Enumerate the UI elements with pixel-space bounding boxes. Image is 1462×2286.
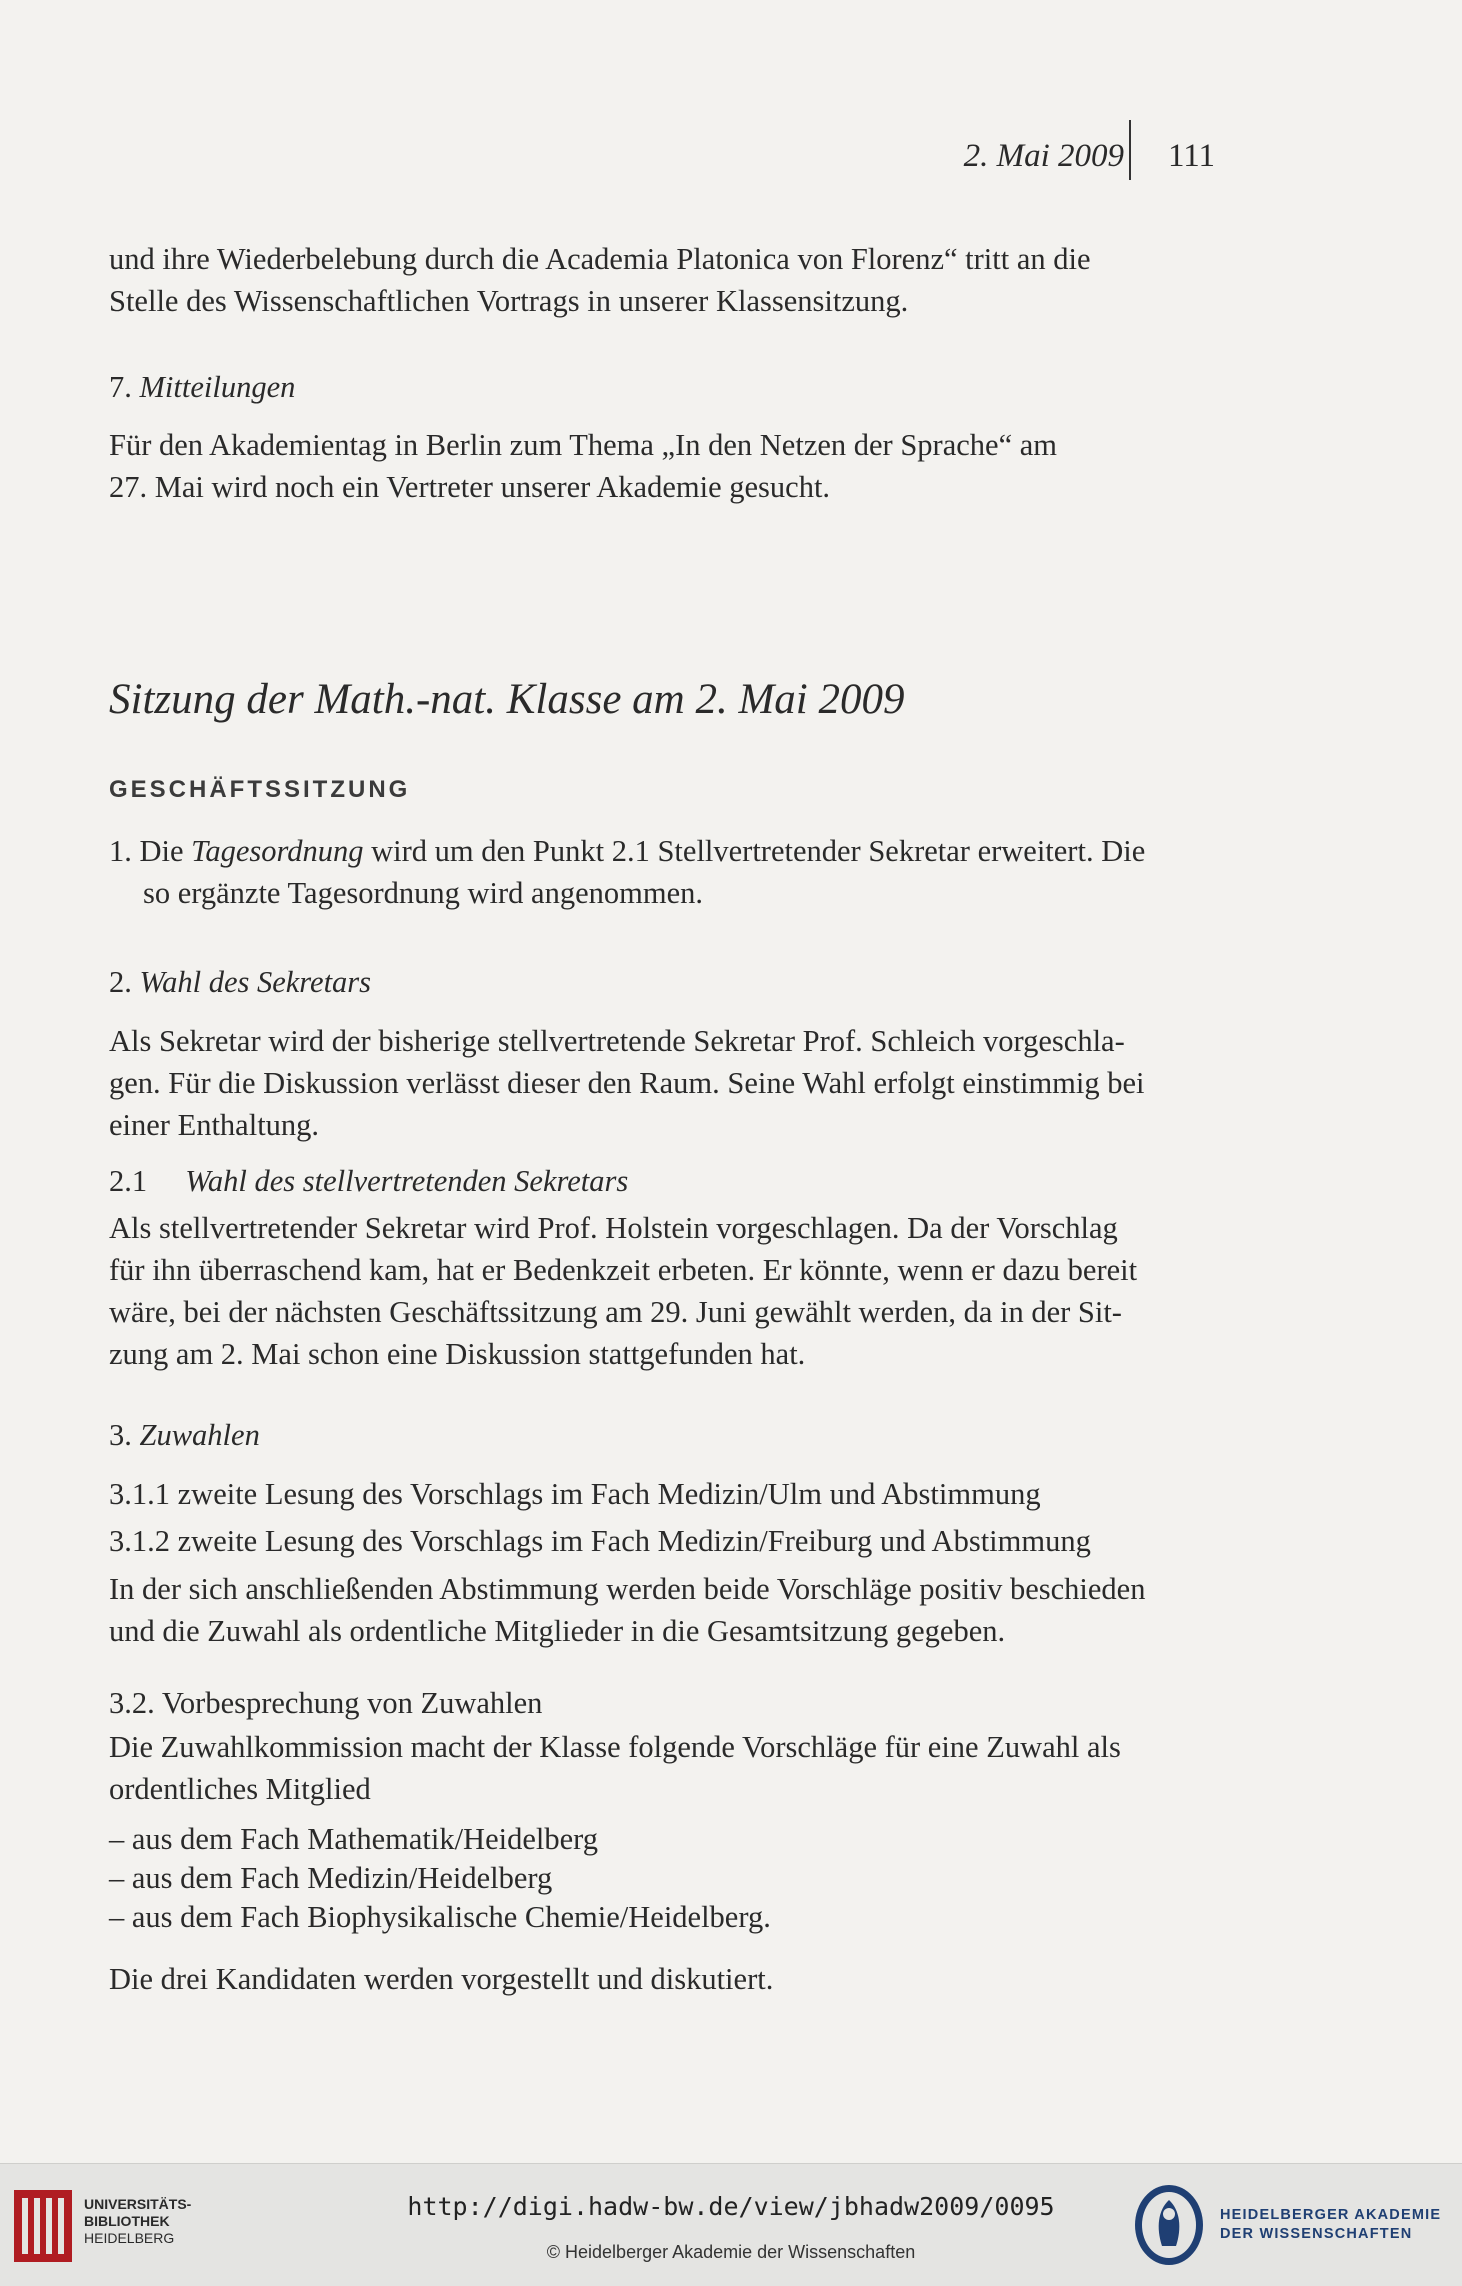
s2-heading — [109, 961, 1215, 1003]
hadw-line-1: HEIDELBERGER AKADEMIE — [1220, 2207, 1442, 2223]
s21-line-2: für ihn überraschend kam, hat er Bedenkzeit erbeten. Er könnte, wenn er dazu bereit — [109, 1253, 1138, 1287]
s32-list-item: – aus dem Fach Mathematik/Heidelberg — [109, 1822, 598, 1856]
s1-line-1-rest: wird um den Punkt 2.1 Stellvertretender Sekretar erweitert. Die — [371, 834, 1146, 868]
s32-line-2: ordentliches Mitglied — [109, 1772, 371, 1806]
page-number: 111 — [1168, 138, 1216, 174]
s3-line-2: und die Zuwahl als ordentliche Mitglieder in die Gesamtsitzung gegeben. — [109, 1614, 1006, 1648]
running-head-divider — [1129, 120, 1131, 180]
s21-heading — [109, 1160, 1215, 1202]
s3-heading — [109, 1414, 1215, 1456]
footer-bar — [0, 2163, 1462, 2286]
s3-number: 3. — [109, 1418, 132, 1452]
s3-line-1: In der sich anschließenden Abstimmung werden beide Vorschläge positiv beschieden — [109, 1572, 1146, 1606]
hadw-logo-text — [1220, 2206, 1441, 2244]
s2-number: 2. — [109, 965, 132, 999]
s3-title: Zuwahlen — [139, 1418, 260, 1452]
s21-line-4: zung am 2. Mai schon eine Diskussion stattgefunden hat. — [109, 1337, 806, 1371]
s21-line-1: Als stellvertretender Sekretar wird Prof. Holstein vorgeschlagen. Da der Vorschlag — [109, 1211, 1118, 1245]
permalink-url[interactable]: http://digi.hadw-bw.de/view/jbhadw2009/0095 — [407, 2192, 1055, 2221]
s32-list-item: – aus dem Fach Medizin/Heidelberg — [109, 1861, 553, 1895]
s32-closing: Die drei Kandidaten werden vorgestellt und diskutiert. — [109, 1962, 774, 1996]
item-7-line-2: 27. Mai wird noch ein Vertreter unserer Akademie gesucht. — [109, 470, 831, 504]
item-7-title: Mitteilungen — [139, 370, 296, 404]
s3-paragraph — [109, 1568, 1215, 1652]
intro-paragraph — [109, 238, 1215, 322]
section-heading: Sitzung der Math.-nat. Klasse am 2. Mai 2009 — [109, 676, 905, 723]
intro-line-1: und ihre Wiederbelebung durch die Academia Platonica von Florenz“ tritt an die — [109, 242, 1091, 276]
ub-line-1: UNIVERSITÄTS- — [84, 2196, 192, 2212]
s21-paragraph — [109, 1207, 1215, 1375]
hadw-line-2: DER WISSENSCHAFTEN — [1220, 2226, 1413, 2242]
s1-line-1-start: 1. Die — [109, 834, 184, 868]
running-head-date: 2. Mai 2009 — [963, 138, 1124, 174]
s312-line: 3.1.2 zweite Lesung des Vorschlags im Fach Medizin/Freiburg und Abstimmung — [109, 1524, 1091, 1558]
s32-heading: 3.2. Vorbesprechung von Zuwahlen — [109, 1686, 543, 1720]
item-7-line-1: Für den Akademientag in Berlin zum Thema „In den Netzen der Sprache“ am — [109, 428, 1057, 462]
s32-paragraph — [109, 1726, 1215, 1810]
s32-list-item: – aus dem Fach Biophysikalische Chemie/Heidelberg. — [109, 1900, 771, 1934]
item-7-paragraph — [109, 424, 1215, 508]
s1-paragraph — [109, 830, 1215, 914]
item-7-number: 7. — [109, 370, 132, 404]
intro-line-2: Stelle des Wissenschaftlichen Vortrags in unserer Klassensitzung. — [109, 284, 909, 318]
s21-number: 2.1 — [109, 1164, 148, 1198]
ub-line-2: BIBLIOTHEK — [84, 2213, 170, 2229]
s1-line-1-italic: Tagesordnung — [191, 834, 364, 868]
s2-title: Wahl des Sekretars — [139, 965, 372, 999]
s2-paragraph — [109, 1020, 1215, 1146]
s21-title: Wahl des stellvertretenden Sekretars — [185, 1164, 629, 1198]
s32-line-1: Die Zuwahlkommission macht der Klasse folgende Vorschläge für eine Zuwahl als — [109, 1730, 1121, 1764]
item-7-heading — [109, 366, 1215, 408]
s2-line-1: Als Sekretar wird der bisherige stellvertretende Sekretar Prof. Schleich vorgeschla- — [109, 1024, 1125, 1058]
s21-line-3: wäre, bei der nächsten Geschäftssitzung am 29. Juni gewählt werden, da in der Sit- — [109, 1295, 1122, 1329]
hadw-seal-icon — [1130, 2180, 1208, 2270]
s311-line: 3.1.1 zweite Lesung des Vorschlags im Fach Medizin/Ulm und Abstimmung — [109, 1477, 1041, 1511]
copyright-text: © Heidelberger Akademie der Wissenschaften — [546, 2242, 916, 2262]
subheading: GESCHÄFTSSITZUNG — [109, 776, 411, 803]
s1-line-1 — [109, 830, 1215, 872]
running-head — [0, 138, 1462, 178]
s2-line-3: einer Enthaltung. — [109, 1108, 320, 1142]
s2-line-2: gen. Für die Diskussion verlässt dieser den Raum. Seine Wahl erfolgt einstimmig bei — [109, 1066, 1145, 1100]
ub-line-3: HEIDELBERG — [84, 2230, 175, 2246]
s1-line-2: so ergänzte Tagesordnung wird angenommen. — [143, 876, 703, 910]
